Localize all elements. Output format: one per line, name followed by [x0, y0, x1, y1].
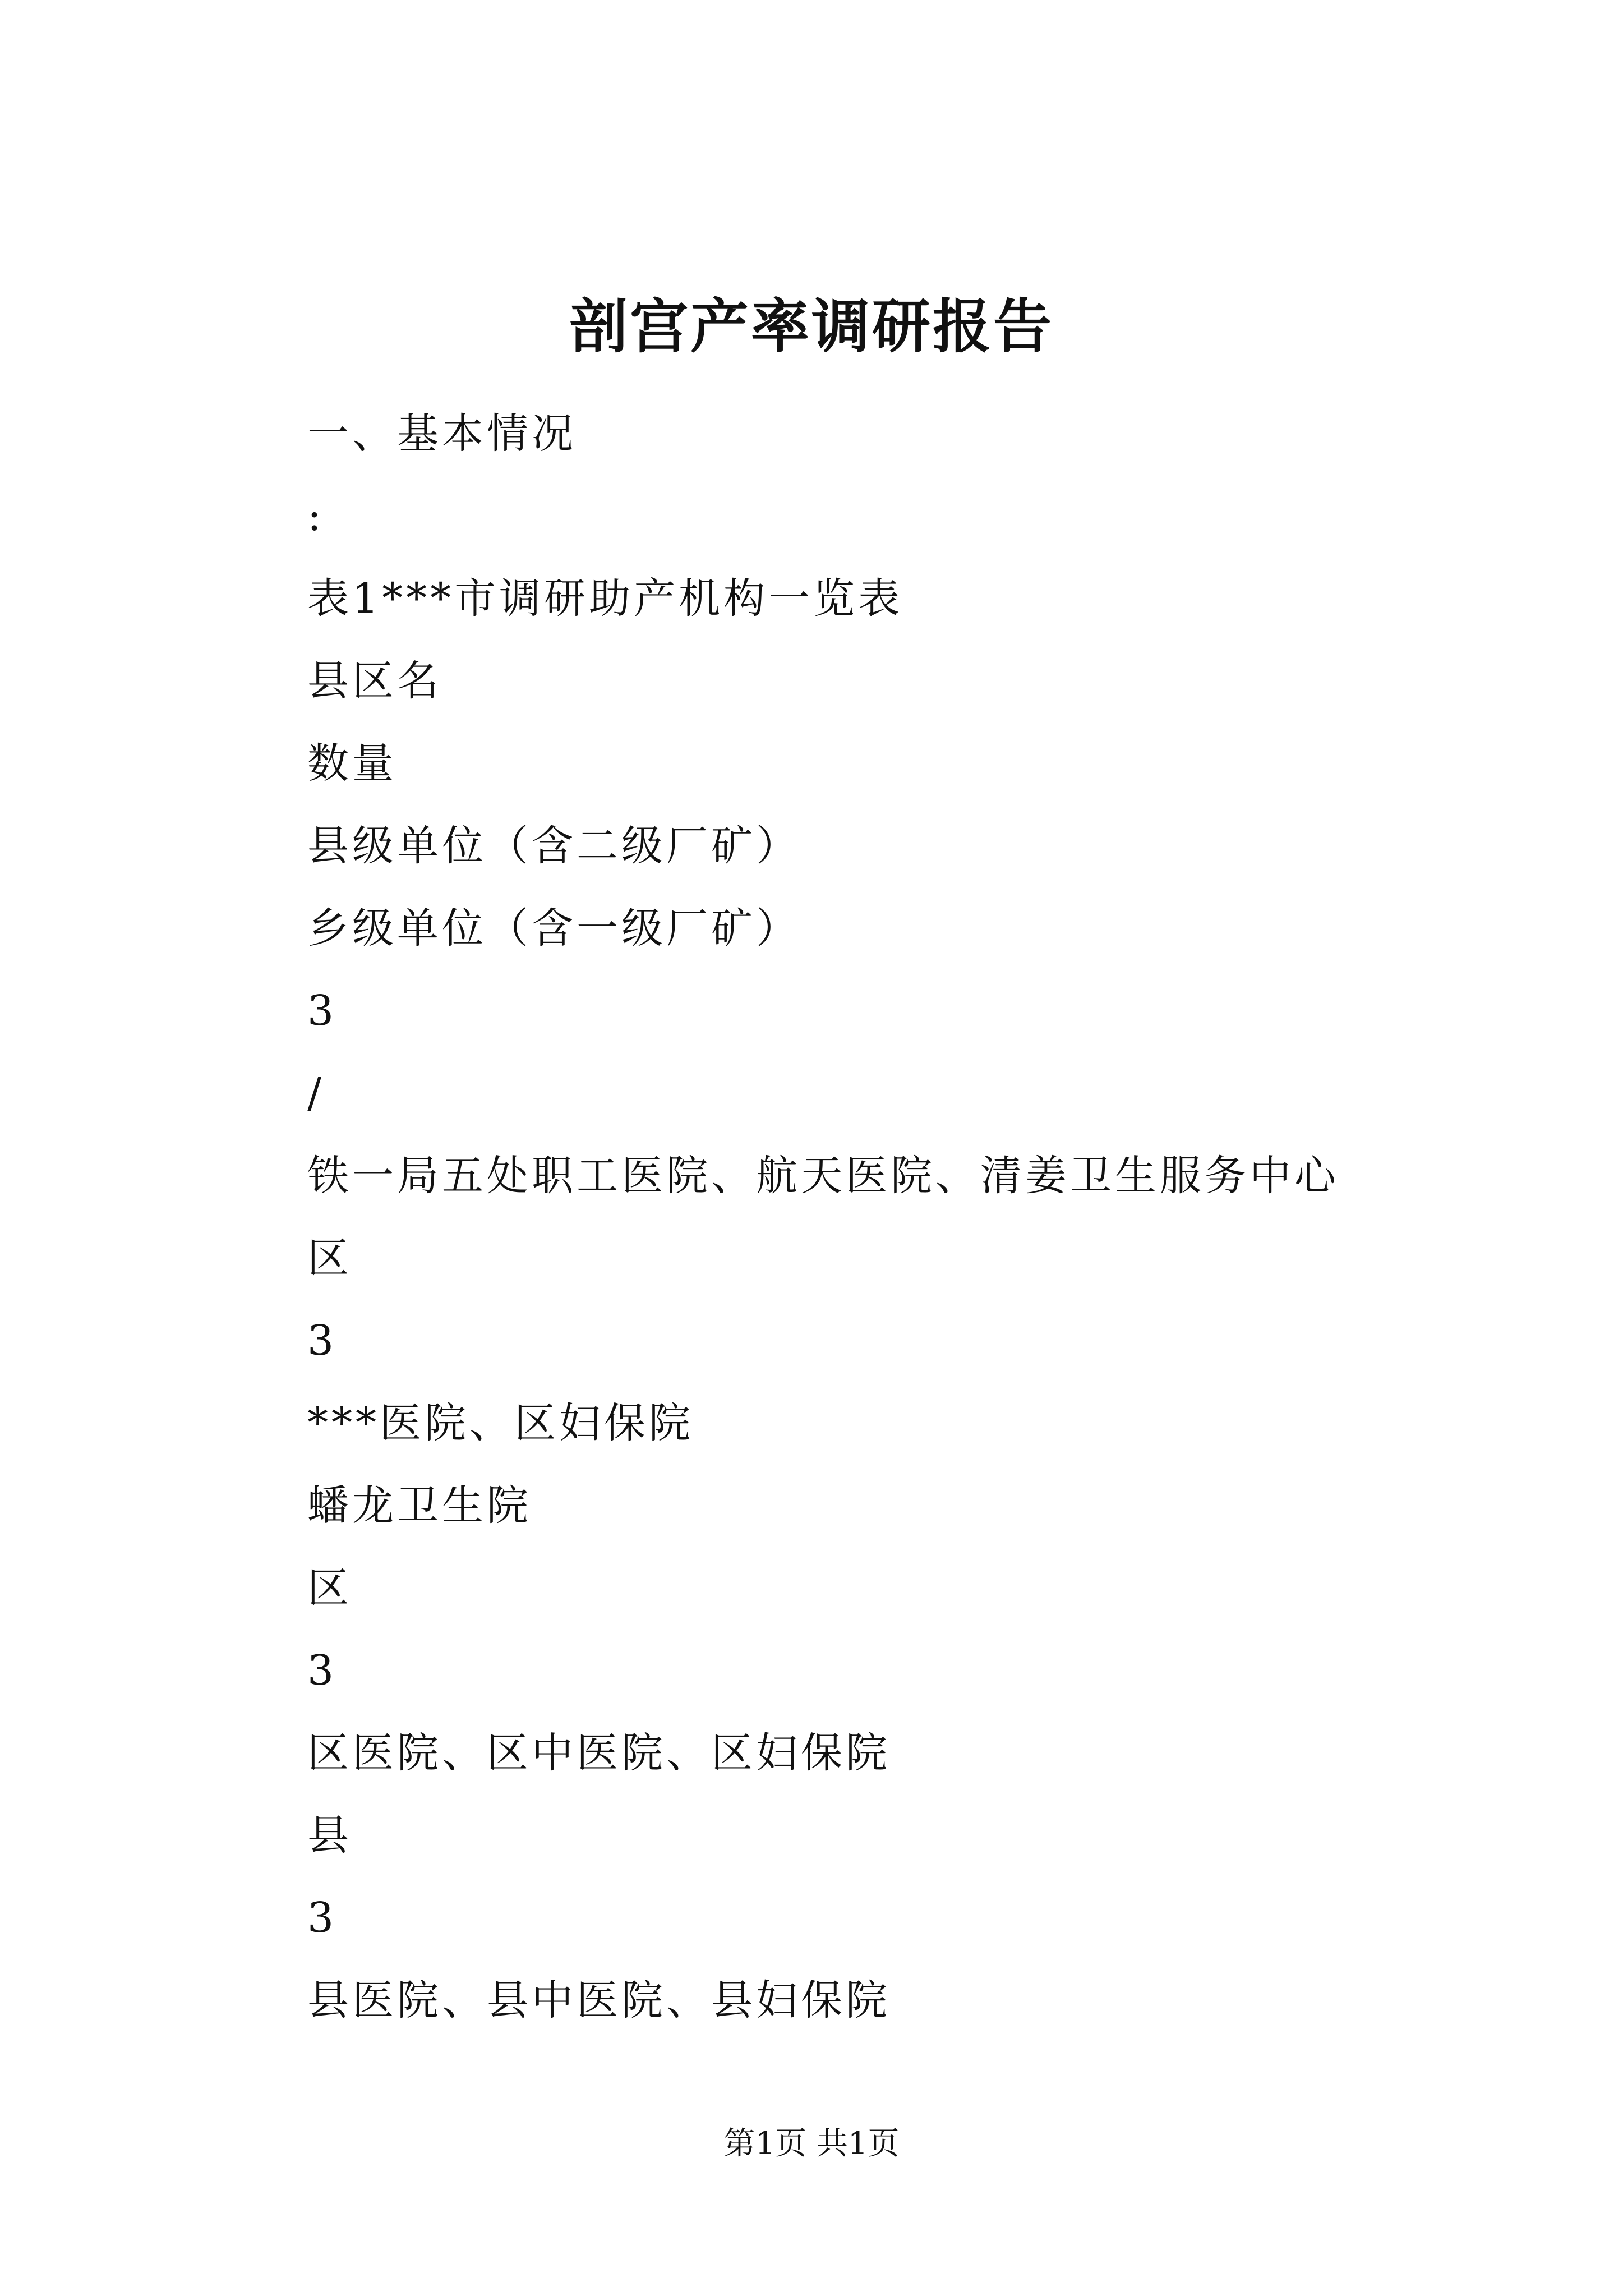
table-cell: 区 — [307, 1234, 352, 1282]
table-cell: 铁一局五处职工医院、航天医院、清姜卫生服务中心 — [307, 1152, 1339, 1200]
table-cell: 县 — [307, 1811, 352, 1860]
text-line: : — [307, 492, 325, 540]
table-cell: 3 — [307, 1317, 338, 1365]
document-body — [307, 393, 1541, 2042]
table-header-township-level: 乡级单位（含一级厂矿） — [307, 904, 801, 953]
table-header-county-level: 县级单位（含二级厂矿） — [307, 822, 801, 870]
table-header-county-name: 县区名 — [307, 657, 442, 705]
table-cell: 3 — [307, 987, 338, 1035]
table-cell: 区医院、区中医院、区妇保院 — [307, 1729, 891, 1777]
table-cell: 3 — [307, 1646, 338, 1695]
section-heading-basic-info: 一、基本情况 — [307, 409, 577, 458]
table-cell: 县医院、县中医院、县妇保院 — [307, 1976, 891, 2024]
table-cell: / — [307, 1069, 325, 1117]
table-cell: 蟠龙卫生院 — [307, 1481, 532, 1530]
table-cell: ***医院、区妇保院 — [307, 1399, 694, 1447]
table-cell: 区 — [307, 1564, 352, 1612]
page-footer: 第1页 共1页 — [723, 2125, 900, 2162]
document-title: 剖宫产率调研报告 — [569, 292, 1054, 361]
table-caption: 表1***市调研助产机构一览表 — [307, 574, 903, 623]
table-cell: 3 — [307, 1894, 338, 1942]
table-header-quantity: 数量 — [307, 739, 397, 788]
